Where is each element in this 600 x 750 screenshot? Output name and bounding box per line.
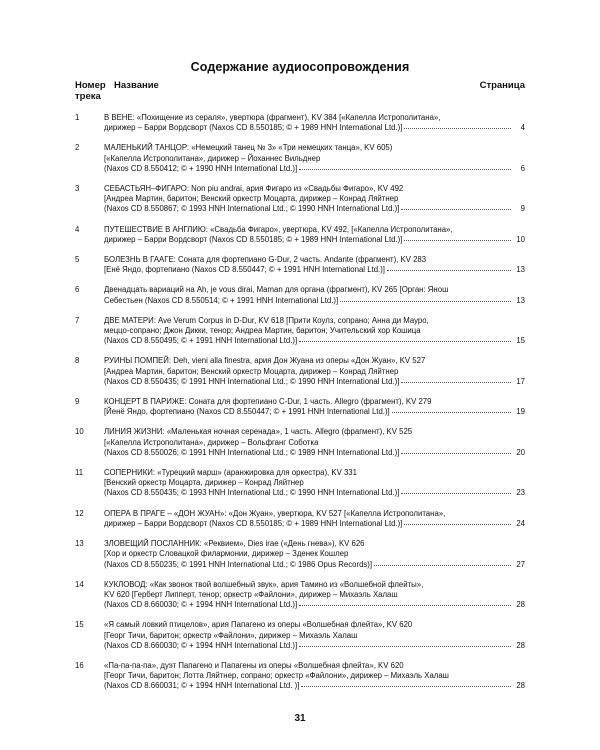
track-body <box>104 427 525 458</box>
track-last-line <box>104 488 525 498</box>
title-header: Название <box>114 80 159 91</box>
track-detail: [Георг Тичи, баритон; оркестр «Файлони», дирижер – Михаэль Халаш <box>104 630 358 640</box>
track-number: 4 <box>75 224 80 234</box>
dot-leader <box>299 605 511 606</box>
track-entry <box>75 285 525 305</box>
track-detail: [Йенё Яндо, фортепиано (Naxos CD 8.550447; © + 1991 HNH International Ltd.)] <box>104 407 390 417</box>
track-detail: меццо-сопрано; Джон Дикки, тенор; Андреа Мартин, баритон; Учительский хор Кошица <box>104 326 421 336</box>
dot-leader <box>401 453 511 454</box>
track-list <box>75 113 525 702</box>
track-entry <box>75 316 525 347</box>
track-page: 28 <box>516 681 525 691</box>
track-detail: [«Капелла Истрополитана», дирижер – Вольфганг Соботка <box>104 437 319 447</box>
track-title: ОПЕРА В ПРАГЕ – «ДОН ЖУАН»: «Дон Жуан», увертюра, KV 527 [«Капелла Истрополитана», <box>104 508 446 518</box>
track-recording: (Naxos CD 8.550435; © 1993 HNH International Ltd.; © 1990 HNH International Ltd.)] <box>104 488 400 498</box>
track-entry <box>75 580 525 611</box>
track-detail: [Андреа Мартин, баритон; Венский оркестр Моцарта, дирижер – Конрад Ляйтнер <box>104 194 399 204</box>
track-title: «Па-па-па-па», дуэт Папагено и Папагены из оперы «Волшебная флейта», KV 620 <box>104 660 404 670</box>
track-title: ДВЕ МАТЕРИ: Ave Verum Corpus in D-Dur, KV 618 [Прити Коулз, сопрано; Анна ди Мауро, <box>104 315 429 325</box>
track-title: КОНЦЕРТ В ПАРИЖЕ: Соната для фортепиано C-Dur, 1 часть. Allegro (фрагмент), KV 279 <box>104 397 432 407</box>
track-entry <box>75 143 525 174</box>
track-page: 13 <box>516 295 525 305</box>
track-body <box>104 143 525 174</box>
track-number: 7 <box>75 315 80 325</box>
track-page: 24 <box>516 518 525 528</box>
track-detail: дирижер – Барри Вордсворт (Naxos CD 8.550185; © + 1989 HNH International Ltd.)] <box>104 234 403 244</box>
track-page: 15 <box>516 336 525 346</box>
track-last-line <box>104 204 525 214</box>
track-last-line <box>104 600 525 610</box>
track-body <box>104 509 525 529</box>
track-recording: (Naxos CD 8.660030; © + 1994 HNH International Ltd.)] <box>104 640 298 650</box>
track-number: 5 <box>75 255 80 265</box>
dot-leader <box>387 270 511 271</box>
track-number: 13 <box>75 539 84 549</box>
track-number-header <box>75 80 115 102</box>
track-detail: [Хор и оркестр Словацкой филармонии, дирижер – Зденек Кошлер <box>104 549 349 559</box>
track-body <box>104 225 525 245</box>
track-title: СОПЕРНИКИ: «Турецкий марш» (аранжировка для оркестра), KV 331 <box>104 468 357 478</box>
track-page: 13 <box>516 265 525 275</box>
track-body <box>104 539 525 570</box>
track-entry <box>75 427 525 458</box>
track-title: МАЛЕНЬКИЙ ТАНЦОР: «Немецкий танец № 3» «Три немецких танца», KV 605) <box>104 143 393 153</box>
dot-leader <box>299 341 511 342</box>
track-number: 12 <box>75 508 84 518</box>
track-last-line <box>104 123 525 133</box>
track-body <box>104 184 525 215</box>
track-page: 17 <box>516 376 525 386</box>
dot-leader <box>301 686 511 687</box>
track-entry <box>75 509 525 529</box>
track-entry <box>75 661 525 692</box>
track-entry <box>75 255 525 275</box>
track-recording: (Naxos CD 8.550495; © + 1991 HNH International Ltd.)] <box>104 336 298 346</box>
track-page: 28 <box>516 600 525 610</box>
table-header <box>75 80 525 110</box>
track-last-line <box>104 164 525 174</box>
page-number: 31 <box>294 713 306 724</box>
track-detail: [«Капелла Истрополитана», дирижер – Йоханнес Вильднер <box>104 153 321 163</box>
track-last-line <box>104 377 525 387</box>
track-number: 10 <box>75 427 84 437</box>
track-body <box>104 620 525 651</box>
track-last-line <box>104 407 525 417</box>
track-entry <box>75 225 525 245</box>
track-body <box>104 580 525 611</box>
track-last-line <box>104 336 525 346</box>
track-number: 8 <box>75 356 80 366</box>
track-page: 20 <box>516 447 525 457</box>
track-title: РУИНЫ ПОМПЕЙ: Deh, vieni alla finestra, ария Дон Жуана из оперы «Дон Жуан», KV 527 <box>104 356 426 366</box>
track-page: 19 <box>516 407 525 417</box>
track-body <box>104 661 525 692</box>
track-body <box>104 397 525 417</box>
track-last-line <box>104 641 525 651</box>
track-last-line <box>104 235 525 245</box>
track-recording: (Naxos CD 8.660030; © + 1994 HNH International Ltd.)] <box>104 600 298 610</box>
track-title: ЗЛОВЕЩИЙ ПОСЛАННИК: «Реквием», Dies irae («День гнева»), KV 626 <box>104 539 365 549</box>
track-title: Двенадцать вариаций на Ah, je vous dirai, Maman для органа (фрагмент), KV 265 [Орган: Янош <box>104 285 449 295</box>
track-detail: дирижер – Барри Вордсворт (Naxos CD 8.550185; © + 1989 HNH International Ltd.)] <box>104 518 403 528</box>
dot-leader <box>299 169 511 170</box>
track-last-line <box>104 681 525 691</box>
track-number: 16 <box>75 660 84 670</box>
track-detail: дирижер – Барри Вордсворт (Naxos CD 8.550185; © + 1989 HNH International Ltd.)] <box>104 123 403 133</box>
dot-leader <box>404 524 511 525</box>
track-detail: [Георг Тичи, баритон; Лотта Ляйтнер, сопрано; оркестр «Файлони», дирижер – Михаэль Халаш <box>104 671 449 681</box>
track-recording: (Naxos CD 8.550235; © 1991 HNH International Ltd.; © 1986 Opus Records)] <box>104 559 373 569</box>
track-number: 6 <box>75 285 80 295</box>
track-last-line <box>104 519 525 529</box>
track-page: 28 <box>516 640 525 650</box>
track-number: 15 <box>75 620 84 630</box>
track-detail: [Андреа Мартин, баритон; Венский оркестр Моцарта, дирижер – Конрад Ляйтнер <box>104 366 399 376</box>
track-body <box>104 255 525 275</box>
dot-leader <box>401 382 511 383</box>
track-title: ЛИНИЯ ЖИЗНИ: «Маленькая ночная серенада», 1 часть. Allegro (фрагмент), KV 525 <box>104 427 413 437</box>
track-detail: [Енё Яндо, фортепиано (Naxos CD 8.550447; © + 1991 HNH International Ltd.)] <box>104 265 385 275</box>
track-entry <box>75 620 525 651</box>
track-recording: (Naxos CD 8.550412; © + 1990 HNH International Ltd.)] <box>104 163 298 173</box>
track-entry <box>75 468 525 499</box>
track-entry <box>75 184 525 215</box>
track-entry <box>75 539 525 570</box>
document-title: Содержание аудиосопровождения <box>190 60 410 74</box>
page-header: Страница <box>479 80 525 91</box>
track-number: 1 <box>75 113 80 122</box>
track-title: ПУТЕШЕСТВИЕ В АНГЛИЮ: «Свадьба Фигаро», увертюра, KV 492, [«Капелла Истрополитана», <box>104 224 453 234</box>
track-body <box>104 113 525 133</box>
track-number: 9 <box>75 397 80 407</box>
track-recording: (Naxos CD 8.550867; © 1993 HNH International Ltd.; © 1990 HNH International Ltd.)] <box>104 204 400 214</box>
track-entry <box>75 397 525 417</box>
dot-leader <box>340 301 511 302</box>
track-page: 6 <box>520 163 525 173</box>
track-body <box>104 468 525 499</box>
track-recording: (Naxos CD 8.550026; © 1991 HNH International Ltd.; © 1989 HNH International Ltd.)] <box>104 447 400 457</box>
track-entry <box>75 113 525 133</box>
track-title: СЕБАСТЬЯН–ФИГАРО: Non piu andrai, ария Фигаро из «Свадьбы Фигаро», KV 492 <box>104 184 404 194</box>
track-last-line <box>104 448 525 458</box>
track-recording: (Naxos CD 8.660031; © + 1994 HNH International Ltd. )] <box>104 681 300 691</box>
track-last-line <box>104 560 525 570</box>
track-recording: (Naxos CD 8.550435; © 1991 HNH International Ltd.; © 1990 HNH International Ltd.)] <box>104 376 400 386</box>
dot-leader <box>401 209 511 210</box>
track-title: В ВЕНЕ: «Похищение из сераля», увертюра (фрагмент), KV 384 [«Капелла Истрополитана», <box>104 113 441 122</box>
dot-leader <box>374 565 511 566</box>
track-body <box>104 285 525 305</box>
dot-leader <box>401 493 511 494</box>
track-detail: [Венский оркестр Моцарта, дирижер – Конрад Ляйтнер <box>104 478 304 488</box>
track-title: «Я самый ловкий птицелов», ария Папагено из оперы «Волшебная флейта», KV 620 <box>104 620 413 630</box>
track-detail: Себестьен (Naxos CD 8.550514; © + 1991 HNH International Ltd.)] <box>104 295 339 305</box>
track-last-line <box>104 296 525 306</box>
dot-leader <box>404 128 511 129</box>
track-number: 11 <box>75 468 84 478</box>
track-entry <box>75 356 525 387</box>
track-page: 10 <box>516 234 525 244</box>
track-page: 27 <box>516 559 525 569</box>
track-page: 4 <box>520 123 525 133</box>
track-number: 14 <box>75 579 84 589</box>
track-detail: KV 620 [Герберт Липперт, тенор; оркестр «Файлони», дирижер – Михаэль Халаш <box>104 589 398 599</box>
track-title: КУКЛОВОД: «Как звонок твой волшебный звук», ария Тамино из «Волшебной флейты», <box>104 579 424 589</box>
track-last-line <box>104 265 525 275</box>
track-body <box>104 316 525 347</box>
dot-leader <box>404 240 511 241</box>
track-number: 3 <box>75 184 80 194</box>
dot-leader <box>392 412 511 413</box>
track-body <box>104 356 525 387</box>
track-title: БОЛЕЗНЬ В ГААГЕ: Соната для фортепиано G-Dur, 2 часть. Andante (фрагмент), KV 283 <box>104 255 427 265</box>
track-page: 9 <box>520 204 525 214</box>
dot-leader <box>299 646 511 647</box>
track-number: 2 <box>75 143 80 153</box>
track-page: 23 <box>516 488 525 498</box>
track-number-header-text: Номер трека <box>75 80 106 102</box>
